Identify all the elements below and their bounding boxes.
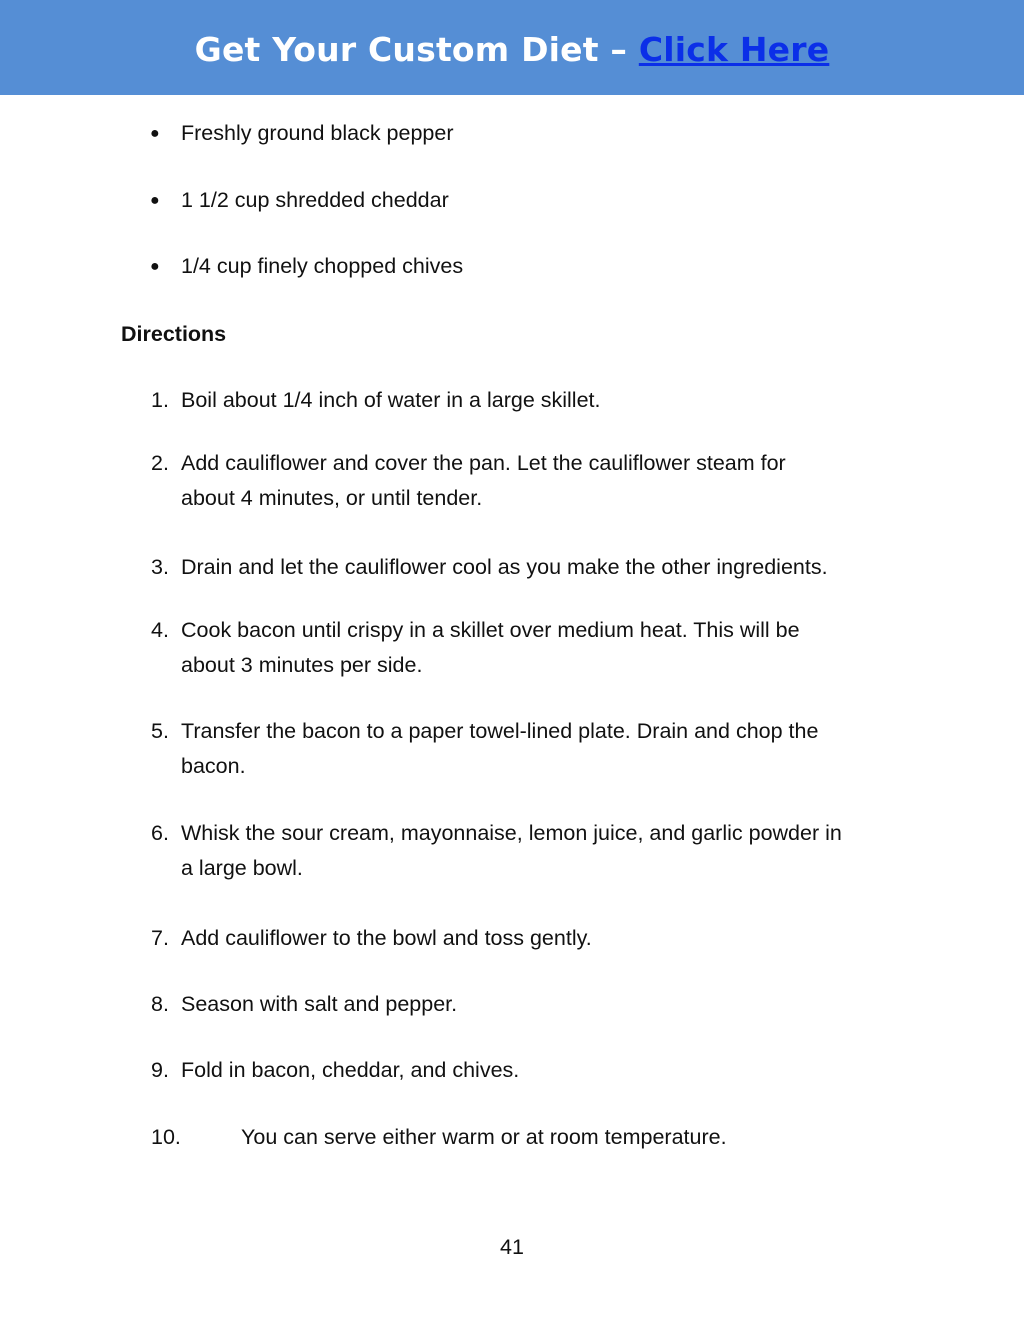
step-number: 3. [151,555,169,579]
step-text: Season with salt and pepper. [181,992,458,1016]
step-text: Whisk the sour cream, mayonnaise, lemon juice, and garlic powder in [181,821,842,845]
bullet-icon: ● [150,192,160,209]
bullet-icon: ● [150,258,160,275]
step-text: You can serve either warm or at room temperature. [241,1125,727,1149]
step-number: 1. [151,388,169,412]
step-text: Add cauliflower to the bowl and toss gently. [181,926,592,950]
step-number: 8. [151,992,169,1016]
ingredient-item: 1 1/2 cup shredded cheddar [181,188,449,212]
step-text-continued: about 3 minutes per side. [181,653,423,677]
step-number: 6. [151,821,169,845]
step-number: 7. [151,926,169,950]
banner-label: Get Your Custom Diet – [194,30,639,69]
step-number: 4. [151,618,169,642]
step-text: Add cauliflower and cover the pan. Let the cauliflower steam for [181,451,786,475]
banner-title [0,28,1024,72]
step-text-continued: about 4 minutes, or until tender. [181,486,483,510]
step-text: Boil about 1/4 inch of water in a large skillet. [181,388,601,412]
directions-heading: Directions [121,322,227,346]
click-here-link[interactable]: Click Here [638,30,830,69]
page-number: 41 [500,1235,524,1259]
step-text: Drain and let the cauliflower cool as you make the other ingredients. [181,555,828,579]
header-banner [0,0,1024,95]
step-number: 5. [151,719,169,743]
step-text: Cook bacon until crispy in a skillet over medium heat. This will be [181,618,800,642]
ingredient-item: Freshly ground black pepper [181,121,454,145]
step-text: Transfer the bacon to a paper towel-lined plate. Drain and chop the [181,719,819,743]
step-number: 9. [151,1058,169,1082]
bullet-icon: ● [150,125,160,142]
step-number: 2. [151,451,169,475]
step-text: Fold in bacon, cheddar, and chives. [181,1058,520,1082]
step-text-continued: a large bowl. [181,856,303,880]
ingredient-item: 1/4 cup finely chopped chives [181,254,464,278]
step-number: 10. [151,1125,181,1149]
step-text-continued: bacon. [181,754,246,778]
